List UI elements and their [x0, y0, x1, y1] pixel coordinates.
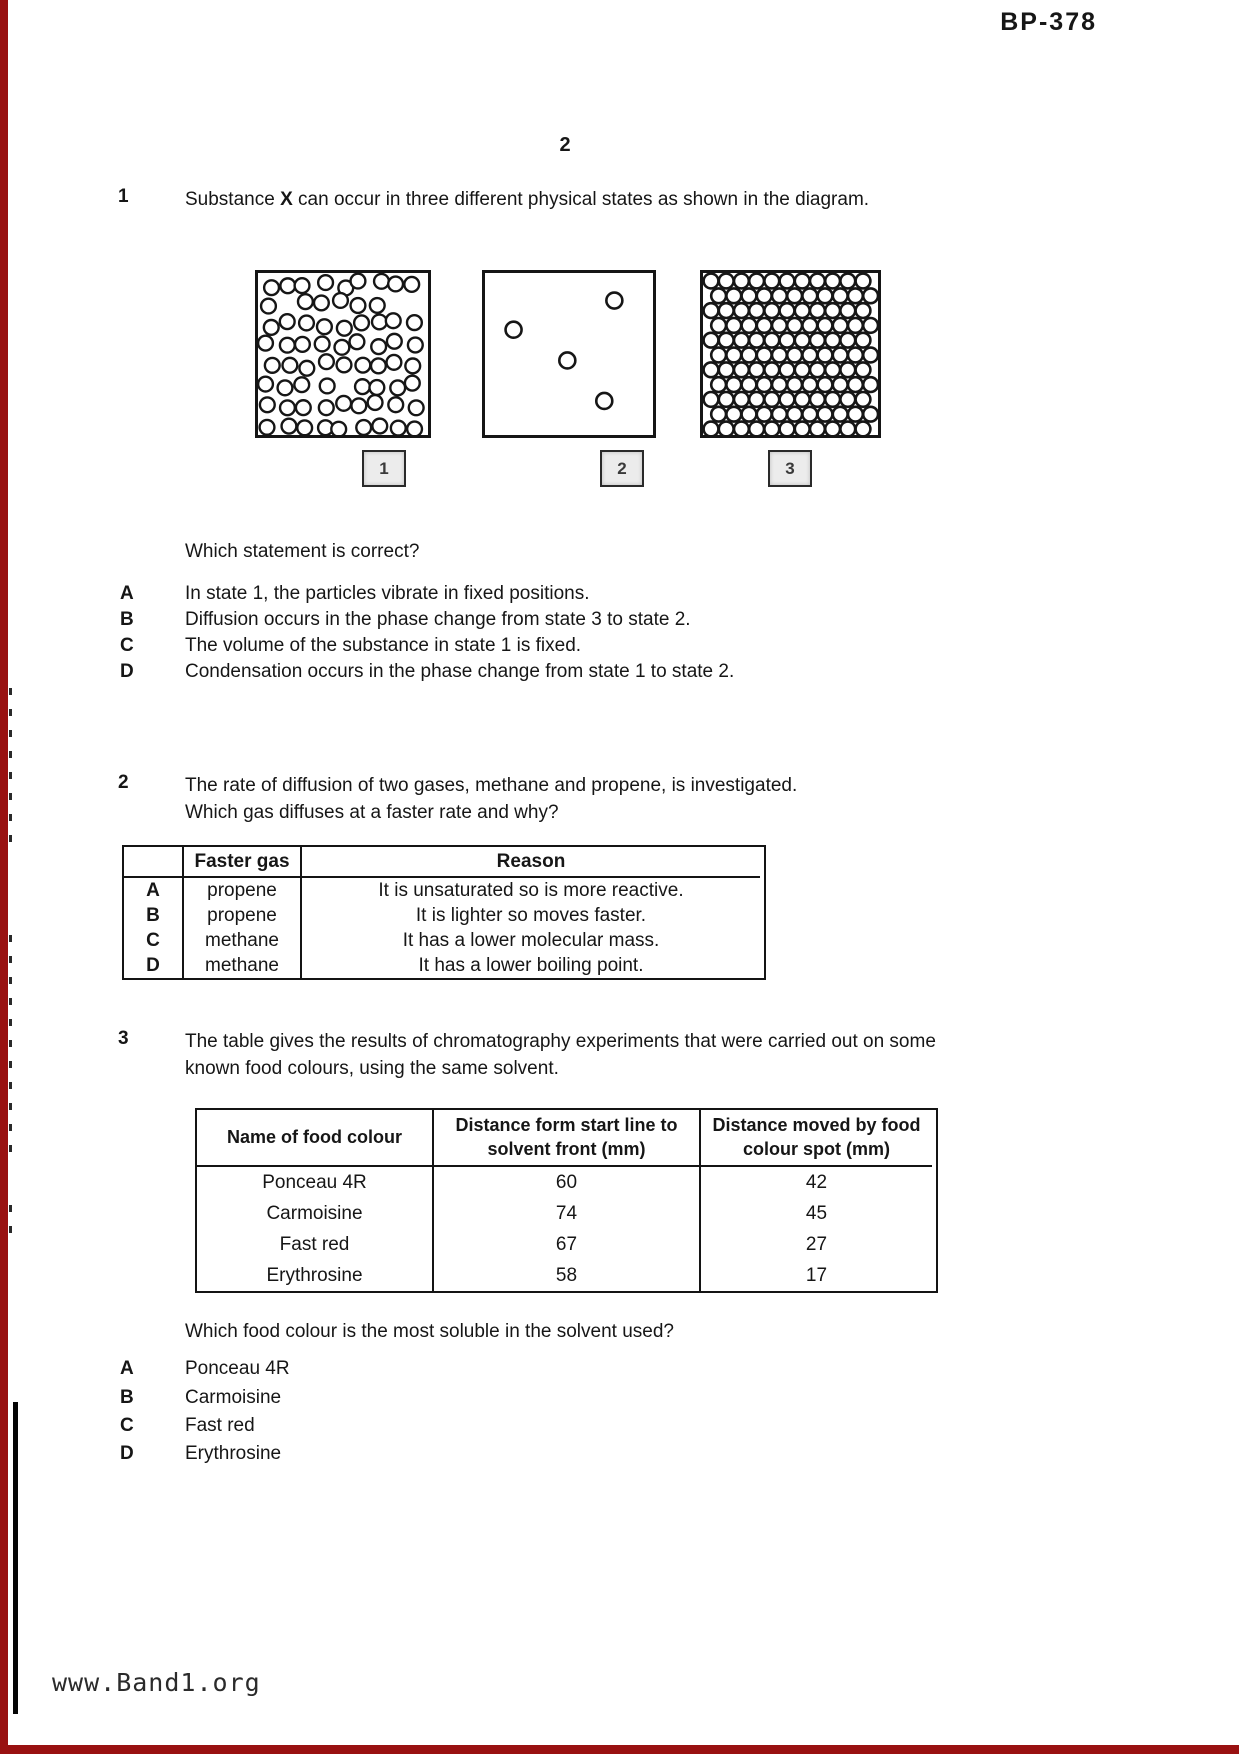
q3-option-c-letter: C [120, 1415, 134, 1436]
scan-edge-bottom-stripe [0, 1745, 1239, 1754]
q2-row-b-reason: It is lighter so moves faster. [300, 903, 760, 928]
q2-row-d-letter: D [146, 954, 160, 976]
q2-table-header-faster-gas: Faster gas [182, 847, 300, 878]
state1-liquid-particles-diagram [255, 270, 431, 438]
q3-row-2-solvent-front: 74 [432, 1198, 699, 1229]
q2-number: 2 [118, 772, 129, 793]
q1-text-pre: Substance [185, 189, 281, 210]
state3-label: 3 [785, 458, 795, 478]
q3-row-1-solvent-front: 60 [432, 1167, 699, 1198]
state2-gas-particles-diagram [482, 270, 656, 438]
q3-row-1-spot: 42 [699, 1167, 932, 1198]
q3-row-3-spot: 27 [699, 1229, 932, 1260]
q1-text-post: can occur in three different physical states as shown in the diagram. [292, 189, 870, 210]
q3-question: Which food colour is the most soluble in the solvent used? [185, 1321, 674, 1342]
q1-text [185, 186, 985, 213]
scan-margin-artifact [9, 1205, 12, 1241]
q3-option-a-text: Ponceau 4R [185, 1358, 290, 1379]
state1-label-box [362, 450, 406, 487]
q1-option-c-letter: C [120, 635, 134, 656]
q3-row-4-spot: 17 [699, 1260, 932, 1291]
q1-option-d-text: Condensation occurs in the phase change from state 1 to state 2. [185, 661, 735, 682]
q1-text-substance-x: X [280, 189, 293, 210]
q2-row-a-gas: propene [182, 878, 300, 903]
state2-label: 2 [617, 458, 627, 478]
q2-table-header-blank [124, 847, 182, 878]
q3-table-header-solvent-front: Distance form start line to solvent front (mm) [432, 1110, 699, 1167]
paper-code: BP-378 [1000, 8, 1097, 36]
q3-option-b-letter: B [120, 1387, 134, 1408]
q2-row-d-gas: methane [182, 953, 300, 978]
q2-row-b-gas: propene [182, 903, 300, 928]
scan-margin-artifact [9, 688, 12, 846]
q3-option-d-letter: D [120, 1443, 134, 1464]
q2-text-line2: Which gas diffuses at a faster rate and why? [185, 802, 559, 823]
q3-row-3-solvent-front: 67 [432, 1229, 699, 1260]
q2-row-c-reason: It has a lower molecular mass. [300, 928, 760, 953]
q3-table-header-name: Name of food colour [197, 1110, 432, 1167]
state3-label-box [768, 450, 812, 487]
scan-edge-left-stripe [0, 0, 8, 1754]
q1-option-b-letter: B [120, 609, 134, 630]
q1-number: 1 [118, 186, 129, 207]
q1-option-d-letter: D [120, 661, 134, 682]
q2-text-line1: The rate of diffusion of two gases, methane and propene, is investigated. [185, 775, 798, 796]
q2-row-b-letter: B [146, 904, 160, 926]
q3-option-d-text: Erythrosine [185, 1443, 282, 1464]
q3-option-a-letter: A [120, 1358, 134, 1379]
q2-row-d-reason: It has a lower boiling point. [300, 953, 760, 978]
q3-row-2-spot: 45 [699, 1198, 932, 1229]
state3-solid-particles-diagram [700, 270, 881, 438]
q3-row-2-name: Carmoisine [266, 1202, 363, 1224]
scan-margin-bar [13, 1402, 18, 1714]
q3-table [195, 1108, 938, 1293]
q1-option-b-text: Diffusion occurs in the phase change from state 3 to state 2. [185, 609, 691, 630]
q2-row-a-letter: A [146, 879, 160, 901]
q2-table [122, 845, 766, 980]
q2-table-header-reason: Reason [300, 847, 760, 878]
q1-option-a-text: In state 1, the particles vibrate in fixed positions. [185, 583, 590, 604]
scan-margin-artifact [9, 935, 12, 1165]
q3-table-header-spot: Distance moved by food colour spot (mm) [699, 1110, 932, 1167]
q1-question: Which statement is correct? [185, 541, 420, 562]
state2-label-box [600, 450, 644, 487]
q3-option-c-text: Fast red [185, 1415, 255, 1436]
q3-row-4-name: Erythrosine [266, 1264, 363, 1286]
footer-url: www.Band1.org [52, 1668, 261, 1697]
q1-option-c-text: The volume of the substance in state 1 is fixed. [185, 635, 582, 656]
q3-option-b-text: Carmoisine [185, 1387, 282, 1408]
q3-number: 3 [118, 1028, 129, 1049]
q2-row-c-letter: C [146, 929, 160, 951]
state1-label: 1 [379, 458, 389, 478]
q2-row-a-reason: It is unsaturated so is more reactive. [300, 878, 760, 903]
q3-row-4-solvent-front: 58 [432, 1260, 699, 1291]
page-number: 2 [559, 134, 571, 156]
q3-text: The table gives the results of chromatography experiments that were carried out on some known food colours, using the same solvent. [185, 1031, 936, 1079]
q1-option-a-letter: A [120, 583, 134, 604]
q2-row-c-gas: methane [182, 928, 300, 953]
q3-row-3-name: Fast red [279, 1233, 350, 1255]
q3-row-1-name: Ponceau 4R [262, 1171, 367, 1193]
